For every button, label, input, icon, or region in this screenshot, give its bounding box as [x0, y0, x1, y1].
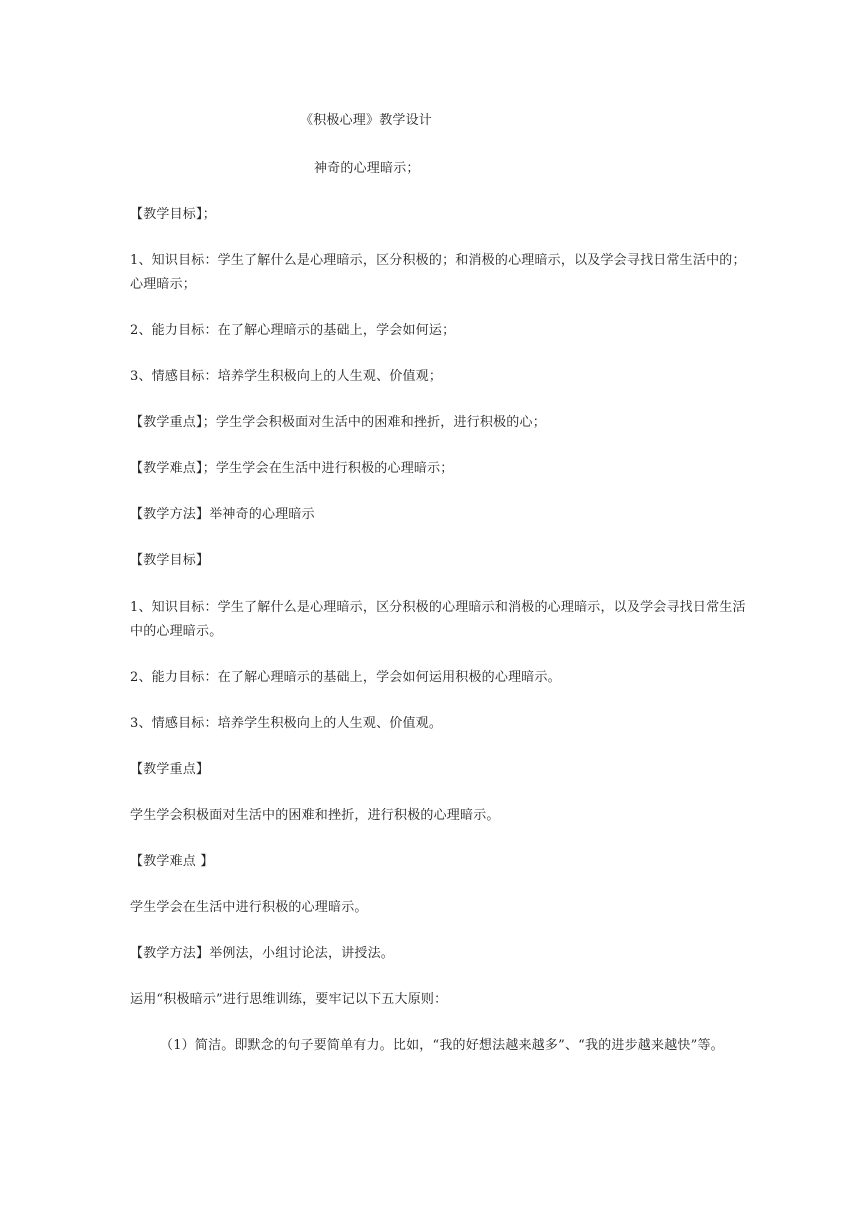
paragraph-line: 【教学方法】举神奇的心理暗示	[130, 507, 315, 522]
document-subtitle: 神奇的心理暗示；	[314, 161, 420, 176]
paragraph-line: （1）简洁。即默念的句子要简单有力。比如，“我的好想法越来越多”、“我的进步越来越快”等。	[160, 1038, 724, 1053]
section-heading-difficulties: 【教学难点 】	[130, 854, 214, 869]
document-title: 《积极心理》教学设计	[300, 113, 433, 128]
section-heading-objectives: 【教学目标】；	[130, 207, 216, 222]
section-heading-objectives: 【教学目标】	[130, 553, 210, 568]
paragraph-line: 3、情感目标：培养学生积极向上的人生观、价值观。	[130, 716, 443, 731]
paragraph-line: 1、知识目标：学生了解什么是心理暗示，区分积极的；和消极的心理暗示，以及学会寻找日常生活中的；	[130, 253, 746, 268]
paragraph-line: 中的心理暗示。	[130, 624, 223, 639]
paragraph-line: 3、情感目标：培养学生积极向上的人生观、价值观；	[130, 369, 443, 384]
paragraph-line: 【教学方法】举例法，小组讨论法，讲授法。	[130, 946, 395, 961]
paragraph-line: 2、能力目标：在了解心理暗示的基础上，学会如何运；	[130, 323, 456, 338]
paragraph-line: 【教学重点】；学生学会积极面对生活中的困难和挫折，进行积极的心；	[130, 415, 546, 430]
paragraph-line: 【教学难点】；学生学会在生活中进行积极的心理暗示；	[130, 461, 454, 476]
paragraph-line: 学生学会在生活中进行积极的心理暗示。	[130, 900, 368, 915]
paragraph-line: 运用“积极暗示”进行思维训练，要牢记以下五大原则：	[130, 992, 448, 1007]
paragraph-line: 2、能力目标：在了解心理暗示的基础上，学会如何运用积极的心理暗示。	[130, 670, 561, 685]
paragraph-line: 学生学会积极面对生活中的困难和挫折，进行积极的心理暗示。	[130, 808, 500, 823]
paragraph-line: 心理暗示；	[130, 277, 197, 292]
section-heading-key-points: 【教学重点】	[130, 762, 210, 777]
paragraph-line: 1、知识目标：学生了解什么是心理暗示，区分积极的心理暗示和消极的心理暗示，以及学会寻找日常生活	[130, 600, 746, 615]
